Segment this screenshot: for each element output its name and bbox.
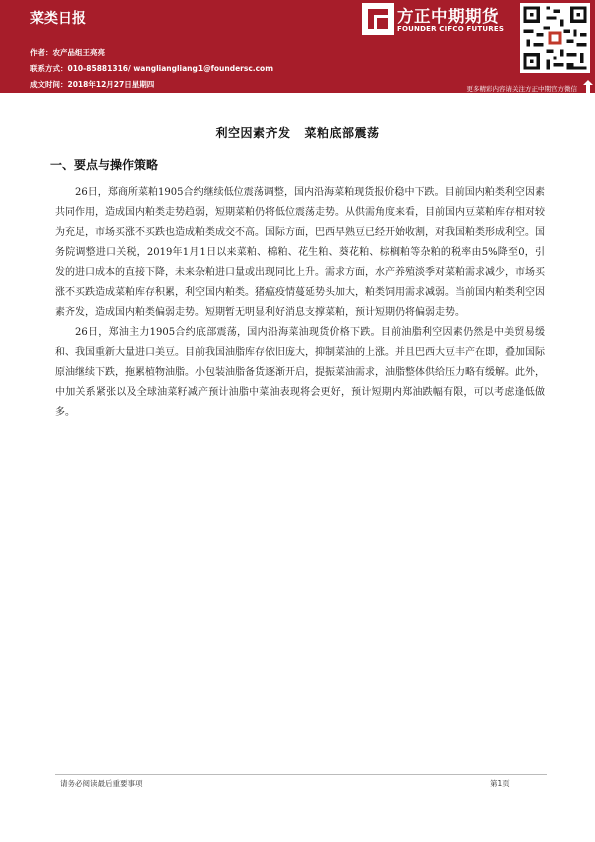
paragraph-rapeseed-meal: 26日，郑商所菜粕1905合约继续低位震荡调整，国内沿海菜粕现货报价稳中下跌。目前国内粕类利空因素共同作用，造成国内粕类走势趋弱，短期菜粕仍将低位震荡走势。从供需角度来看，目前国内豆菜粕库存相对较为充足，市场买涨不买跌也造成粕类成交不高。国际方面，巴西早熟豆已经开始收割，对我国粕类形成利空。国务院调整进口关税，2019年1月1日以来菜粕、棉粕、花生粕、葵花粕、棕榈粕等杂粕的税率由5%降至0，引发的进口成本的直接下降，未来杂粕进口量或出现同比上升。需求方面，水产养殖淡季对菜粕需求减少，市场买涨不买跌造成菜粕库存积累，利空国内粕类。猪瘟疫情蔓延势头加大，粕类饲用需求减弱。当前国内粕类利空因素齐发，造成国内粕类偏弱走势。短期暂无明显利好消息支撑菜粕，预计短期仍将偏弱走势。 xyxy=(55,187,545,318)
brand-name-cn: 方正中期期货 xyxy=(397,7,499,26)
report-header xyxy=(0,0,595,93)
founder-logo-icon xyxy=(362,3,394,35)
paragraph-rapeseed-oil: 26日，郑油主力1905合约底部震荡，国内沿海菜油现货价格下跌。目前油脂利空因素仍然是中美贸易缓和、我国重新大量进口美豆。目前我国油脂库存依旧庞大，抑制菜油的上涨。并且巴西大豆丰产在即，叠加国际原油继续下跌，拖累植物油脂。小包装油脂备货逐渐开启，提振菜油需求，油脂整体供给压力略有缓解。此外，中加关系紧张以及全球油菜籽减产预计油脂中菜油表现将会更好，预计短期内郑油跌幅有限，可以考虑逢低做多。 xyxy=(55,327,545,418)
report-body xyxy=(55,183,545,423)
author-line: 作者：农产品组王亮亮 xyxy=(30,48,105,57)
page-number: 第1页 xyxy=(490,779,510,788)
footer-divider xyxy=(55,774,547,775)
date-line: 成文时间：2018年12月27日星期四 xyxy=(30,80,155,89)
up-arrow-icon xyxy=(583,80,593,93)
header-note: 更多精彩内容请关注方正中期官方微信 xyxy=(466,85,577,93)
brand-name-en: FOUNDER CIFCO FUTURES xyxy=(397,25,505,33)
contact-line: 联系方式：010-85881316/ wangliangliang1@foundersc.com xyxy=(30,64,274,73)
report-title-part2: 菜粕底部震荡 xyxy=(304,126,380,140)
footer-disclaimer: 请务必阅读最后重要事项 xyxy=(60,779,143,788)
section-heading: 一、要点与操作策略 xyxy=(50,158,159,172)
report-title xyxy=(0,124,595,141)
doc-type-label: 菜类日报 xyxy=(30,11,86,27)
wechat-qr-code-icon xyxy=(520,3,590,73)
report-title-part1: 利空因素齐发 xyxy=(215,126,291,140)
